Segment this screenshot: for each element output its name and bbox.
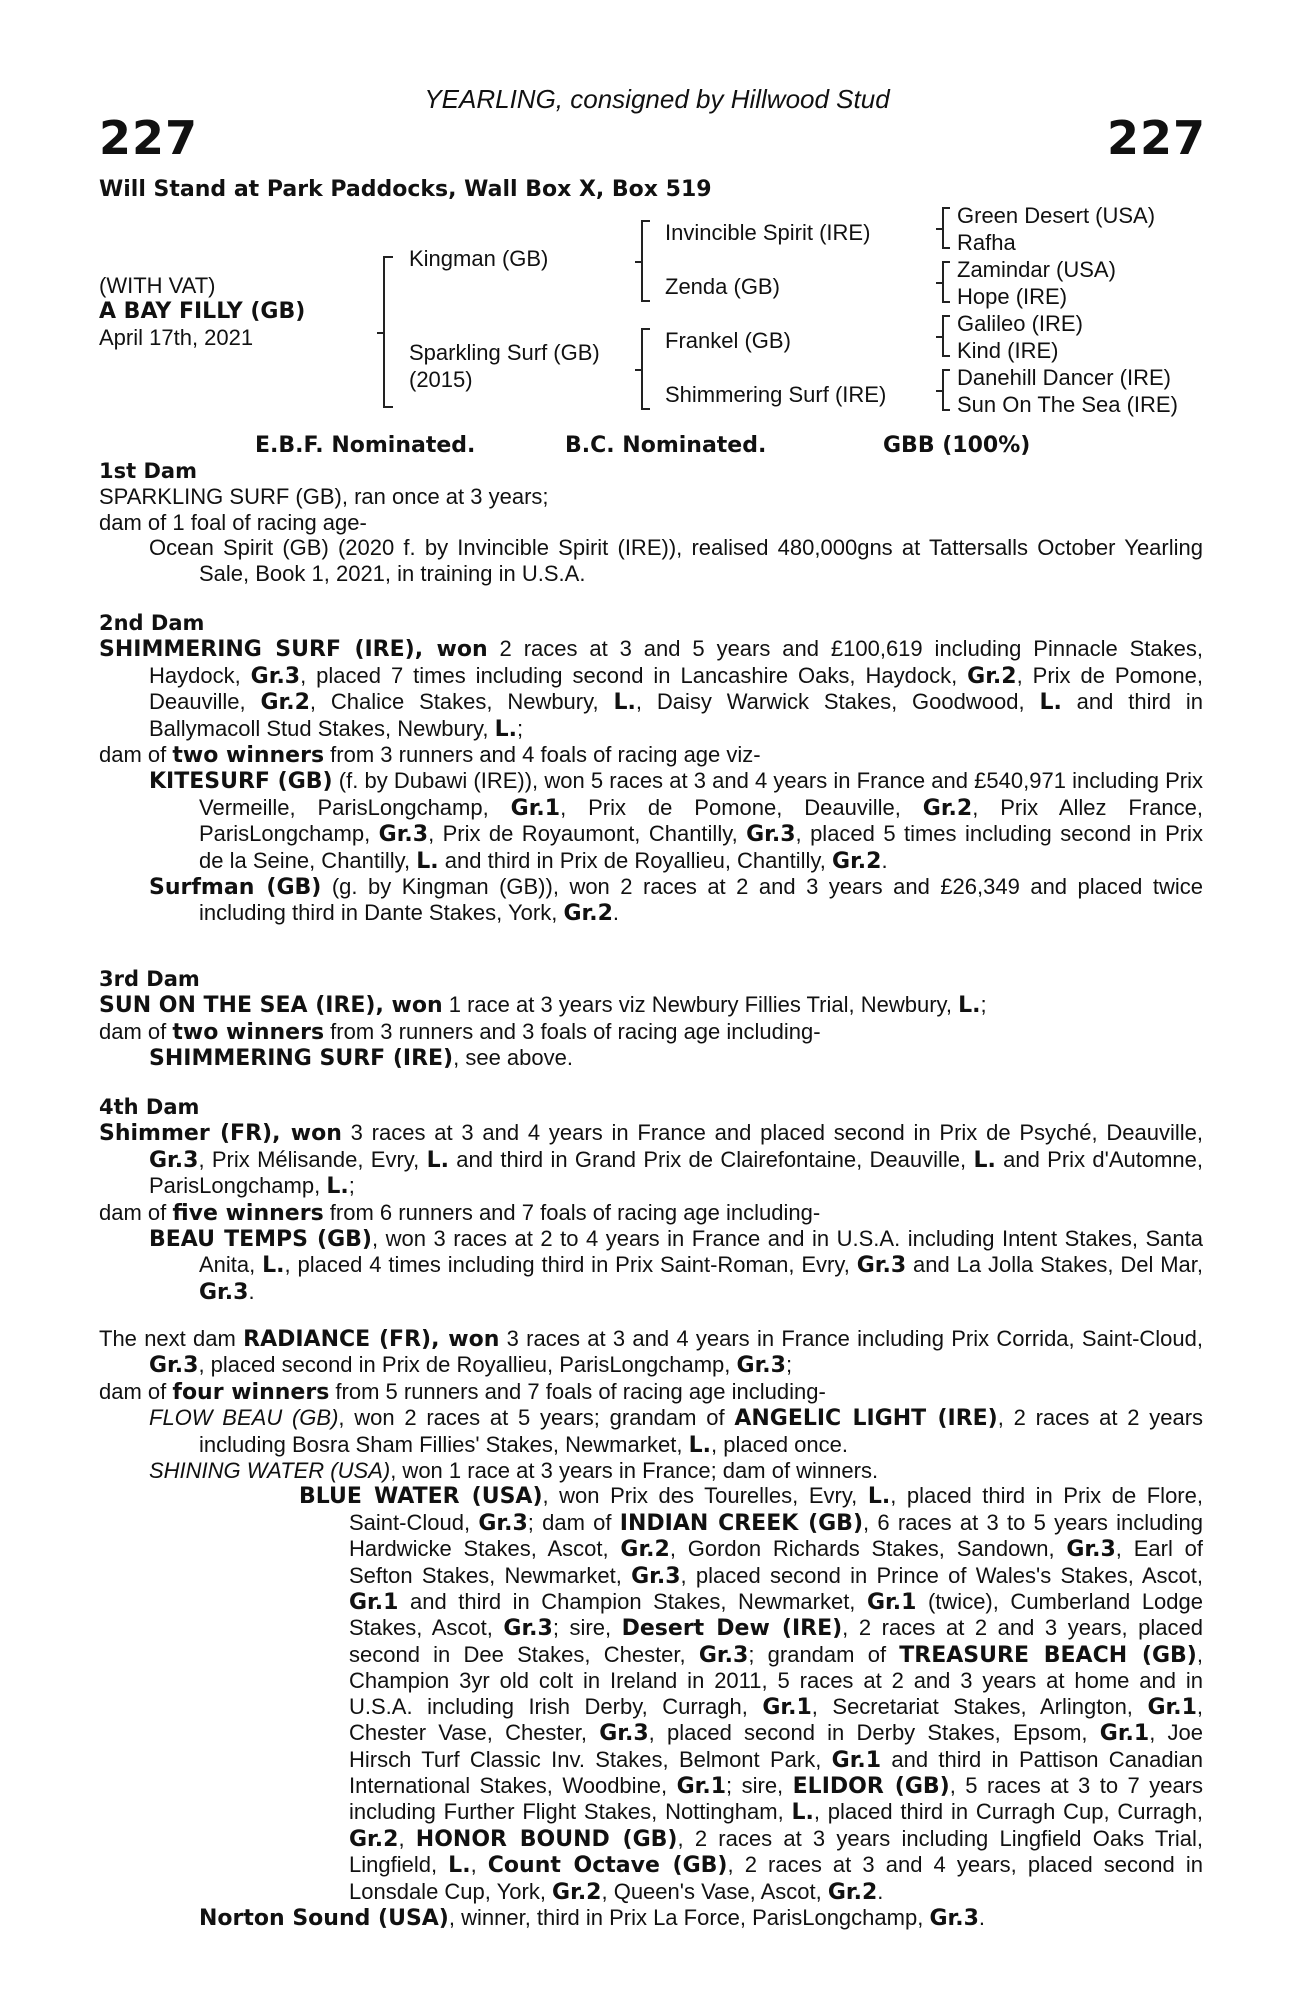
section-heading: 3rd Dam [99, 967, 200, 991]
consignment-line: YEARLING, consigned by Hillwood Stud [424, 84, 890, 114]
ebf-nomination: E.B.F. Nominated. [255, 433, 476, 458]
section-heading: 4th Dam [99, 1095, 200, 1119]
gbb-status: GBB (100%) [883, 433, 1031, 458]
produce-entry: Surfman (GB) (g. by Kingman (GB)), won 2 races at 2 and 3 years and £26,349 and placed twice including third in Dante Stakes, York, Gr.2. [149, 874, 1203, 927]
first-dam-section [99, 459, 1203, 586]
produce-summary: dam of five winners from 6 runners and 7 foals of racing age including- [99, 1199, 821, 1226]
vat-note: (WITH VAT) [99, 273, 216, 298]
next-dam-section [99, 1326, 1203, 1931]
sire-dam: Zenda (GB) [665, 274, 780, 299]
dd-dam: Sun On The Sea (IRE) [957, 392, 1178, 417]
dam-sire: Frankel (GB) [665, 328, 791, 353]
brace-dam [641, 328, 650, 410]
produce-entry: Norton Sound (USA), winner, third in Prix La Force, ParisLongchamp, Gr.3. [199, 1904, 985, 1931]
dam-record: SHIMMERING SURF (IRE), won 2 races at 3 and 5 years and £100,619 including Pinnacle Stakes, Haydock, Gr.3, placed 7 times including second in Lancashire Oaks, Haydock, Gr.2, Prix de Pomone, Deauville, Gr.2, Chalice Stakes, Newbury, L., Daisy Warwick Stakes, Goodwood, L. and third in Ballymacoll Stud Stakes, Newbury, L.; [99, 636, 1204, 742]
dam-record: Shimmer (FR), won 3 races at 3 and 4 years in France and placed second in Prix de Psyché, Deauville, Gr.3, Prix Mélisande, Evry, L. and third in Grand Prix de Clairefontaine, Deauville, L. and Prix d'Automne, ParisLongchamp, L.; [99, 1120, 1203, 1200]
produce-summary: dam of two winners from 3 runners and 3 foals of racing age including- [99, 1018, 821, 1045]
produce-entry: BEAU TEMPS (GB), won 3 races at 2 to 4 years in France and in U.S.A. including Intent Stakes, Santa Anita, L., placed 4 times including third in Prix Saint-Roman, Evry, Gr.3 and La Jolla Stakes, Del Mar, Gr.3. [149, 1226, 1204, 1305]
produce-entry: BLUE WATER (USA), won Prix des Tourelles, Evry, L., placed third in Prix de Flore, Saint-Cloud, Gr.3; dam of INDIAN CREEK (GB), 6 races at 3 to 5 years including Hardwicke Stakes, Ascot, Gr.2, Gordon Richards Stakes, Sandown, Gr.3, Earl of Sefton Stakes, Newmarket, Gr.3, placed second in Prince of Wales's Stakes, Ascot, Gr.1 and third in Champion Stakes, Newmarket, Gr.1 (twice), Cumberland Lodge Stakes, Ascot, Gr.3; sire, Desert Dew (IRE), 2 races at 2 and 3 years, placed second in Dee Stakes, Chester, Gr.3; grandam of TREASURE BEACH (GB), Champion 3yr old colt in Ireland in 2011, 5 races at 2 and 3 years at home and in U.S.A. including Irish Derby, Curragh, Gr.1, Secretariat Stakes, Arlington, Gr.1, Chester Vase, Chester, Gr.3, placed second in Derby Stakes, Epsom, Gr.1, Joe Hirsch Turf Classic Inv. Stakes, Belmont Park, Gr.1 and third in Pattison Canadian International Stakes, Woodbine, Gr.1; sire, ELIDOR (GB), 5 races at 3 to 7 years including Further Flight Stakes, Nottingham, L., placed third in Curragh Cup, Curragh, Gr.2, HONOR BOUND (GB), 2 races at 3 years including Lingfield Oaks Trial, Lingfield, L., Count Octave (GB), 2 races at 3 and 4 years, placed second in Lonsdale Cup, York, Gr.2, Queen's Vase, Ascot, Gr.2. [299, 1483, 1204, 1905]
fourth-dam-section [99, 1095, 1203, 1305]
dam-record: The next dam RADIANCE (FR), won 3 races at 3 and 4 years in France including Prix Corrida, Saint-Cloud, Gr.3, placed second in Prix de Royallieu, ParisLongchamp, Gr.3; [99, 1326, 1203, 1379]
produce-entry: Ocean Spirit (GB) (2020 f. by Invincible Spirit (IRE)), realised 480,000gns at Tattersalls October Yearling Sale, Book 1, 2021, in training in U.S.A. [149, 535, 1203, 586]
dam-dam: Shimmering Surf (IRE) [665, 382, 887, 407]
brace-dd [942, 369, 950, 411]
dam-line: SPARKLING SURF (GB), ran once at 3 years; [99, 484, 549, 510]
second-dam-section [99, 611, 1203, 927]
brace-main [383, 256, 393, 408]
stand-location: Will Stand at Park Paddocks, Wall Box X, Box 519 [99, 177, 712, 202]
ss-sire: Green Desert (USA) [957, 203, 1156, 228]
dam-record: SUN ON THE SEA (IRE), won 1 race at 3 years viz Newbury Fillies Trial, Newbury, L.; [99, 992, 987, 1019]
sire-sire: Invincible Spirit (IRE) [665, 220, 871, 245]
produce-entry: SHIMMERING SURF (IRE), see above. [149, 1045, 573, 1072]
third-dam-section [99, 967, 1203, 1072]
bc-nomination: B.C. Nominated. [565, 433, 767, 458]
foaling-date: April 17th, 2021 [99, 325, 254, 350]
sd-sire: Zamindar (USA) [957, 257, 1116, 282]
dam-name: Sparkling Surf (GB) [409, 340, 600, 365]
produce-entry: KITESURF (GB) (f. by Dubawi (IRE)), won 5 races at 3 and 4 years in France and £540,971 including Prix Vermeille, ParisLongchamp, Gr.1, Prix de Pomone, Deauville, Gr.2, Prix Allez France, ParisLongchamp, Gr.3, Prix de Royaumont, Chantilly, Gr.3, placed 5 times including second in Prix de la Seine, Chantilly, L. and third in Prix de Royallieu, Chantilly, Gr.2. [149, 768, 1204, 874]
produce-entry: SHINING WATER (USA), won 1 race at 3 years in France; dam of winners. [149, 1458, 879, 1484]
section-heading: 1st Dam [99, 459, 197, 483]
brace-ss [942, 207, 950, 249]
brace-sd [942, 261, 950, 303]
dd-sire: Danehill Dancer (IRE) [957, 365, 1171, 390]
sire-name: Kingman (GB) [409, 246, 549, 271]
ds-dam: Kind (IRE) [957, 338, 1059, 363]
section-heading: 2nd Dam [99, 611, 205, 635]
lot-number-right: 227 [1106, 111, 1206, 165]
brace-sire [641, 220, 650, 302]
horse-name: A BAY FILLY (GB) [99, 299, 306, 324]
produce-summary: dam of two winners from 3 runners and 4 foals of racing age viz- [99, 742, 761, 769]
brace-ds [942, 315, 950, 357]
produce-summary: dam of 1 foal of racing age- [99, 509, 367, 535]
sd-dam: Hope (IRE) [957, 284, 1068, 309]
produce-summary: dam of four winners from 5 runners and 7 foals of racing age including- [99, 1378, 826, 1405]
dam-foaling-year: (2015) [409, 367, 473, 392]
lot-number-left: 227 [99, 111, 199, 165]
ss-dam: Rafha [957, 230, 1016, 255]
produce-entry: FLOW BEAU (GB), won 2 races at 5 years; grandam of ANGELIC LIGHT (IRE), 2 races at 2 years including Bosra Sham Fillies' Stakes, Newmarket, L., placed once. [149, 1405, 1204, 1458]
ds-sire: Galileo (IRE) [957, 311, 1083, 336]
